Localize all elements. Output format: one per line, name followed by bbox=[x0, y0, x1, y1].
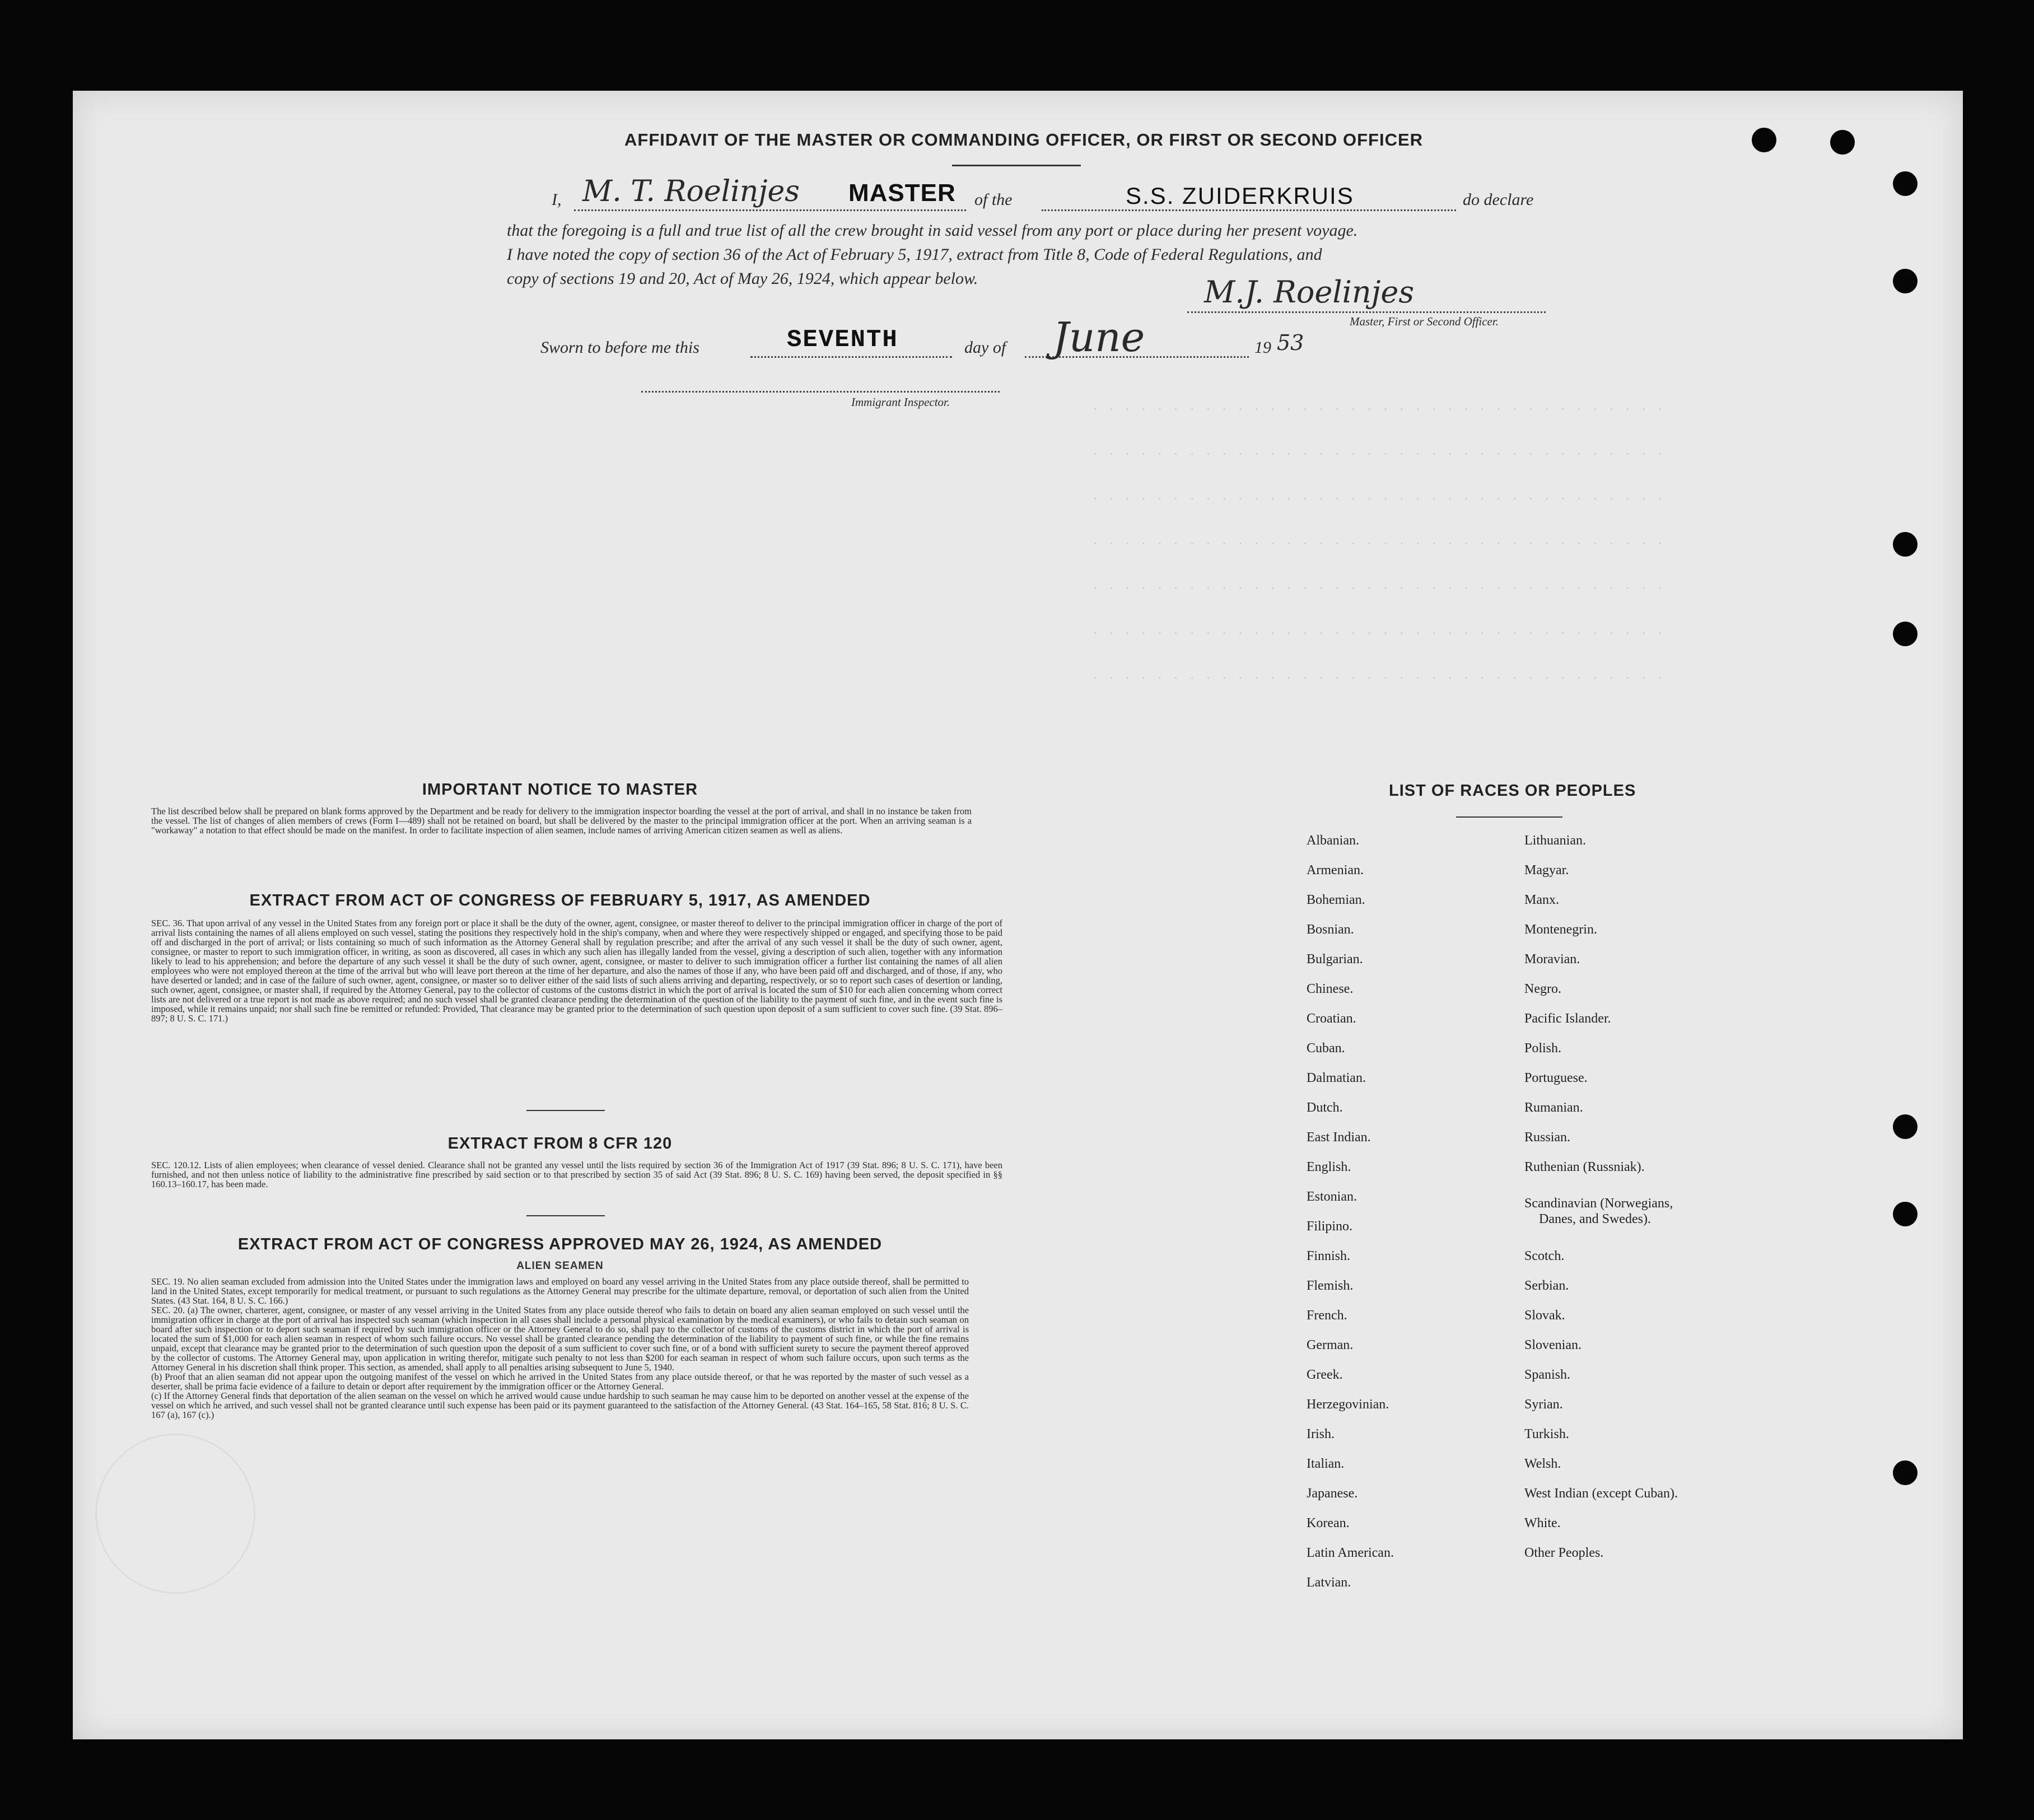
sec20a-text: SEC. 20. (a) The owner, charterer, agent, consignee, or master of any vessel arriving in the United States from any place outside thereof who fails to detain on board any alien seaman employed on such vessel until the immigration officer in charge at the port of arrival has inspected such seaman (which inspection in all cases shall include a personal physical examination by the medical examiners), or who fails to detain such seaman on board after such inspection or to deport such seaman if required by such immigration officer or the Attorney General to do so, shall pay to the collector of customs of the customs district in which the port of arrival is located the sum of $1,000 for each alien seaman in respect of whom such failure occurs. No vessel shall be granted clearance pending the determination of the liability to payment of such fine, or while the fine remains unpaid, except that clearance may be granted prior to the determination of such question upon the deposit of a sum sufficient to cover such fine, or of a bond with sufficient surety to secure the payment thereof approved by the collector of customs. The Attorney General may, upon application in writing therefor, mitigate such penalty to not less than $200 for each seaman in respect of whom such failure occurs, upon such terms as the Attorney General in his discretion shall think proper. This section, as amended, shall apply to all penalties arising subsequent to June 5, 1940. bbox=[151, 1305, 969, 1373]
master-typed: MASTER bbox=[848, 179, 956, 207]
race-item: Latvian. bbox=[1307, 1575, 1351, 1590]
punch-hole bbox=[1830, 130, 1855, 155]
master-name-line bbox=[574, 209, 966, 211]
extract-cfr-body: SEC. 120.12. Lists of alien employees; when clearance of vessel denied. Clearance shall not be granted any vessel until the lists required by section 36 of the Immigration Act of 1917 (39 Stat. 896; 8 U. S. C. 171), have been furnished, and not then unless notice of liability to the administrative fine prescribed by said section or to that prescribed by section 35 of said Act (39 Stat. 896; 8 U. S. C. 169) having been served, the deposit specified in §§ 160.13–160.17, has been made. bbox=[151, 1160, 1002, 1189]
declaration-line-3: copy of sections 19 and 20, Act of May 26, 1924, which appear below. bbox=[507, 269, 978, 288]
sworn-day: SEVENTH bbox=[787, 326, 898, 354]
race-item: Negro. bbox=[1524, 982, 1561, 996]
sec20b-text: (b) Proof that an alien seaman did not appear upon the outgoing manifest of the vessel on which he arrived in the United States from any place outside thereof, or that he was reported by the master of such vessel as a deserter, shall be prima facie evidence of a failure to detain or deport after requirement by the immigration officer or the Attorney General. bbox=[151, 1371, 969, 1392]
vessel-line bbox=[1042, 209, 1456, 211]
bleed-through-text: · · · · · · · · · · · · · · · · · · · · · · · · · · · · · · · · · · · · bbox=[1092, 538, 1665, 550]
bleed-through-text: · · · · · · · · · · · · · · · · · · · · · · · · · · · · · · · · · · · · bbox=[1092, 672, 1665, 684]
race-item: Ruthenian (Russniak). bbox=[1524, 1160, 1645, 1174]
race-item: Danes, and Swedes). bbox=[1539, 1212, 1651, 1226]
race-item: Flemish. bbox=[1307, 1278, 1354, 1293]
race-item: Turkish. bbox=[1524, 1427, 1569, 1441]
race-item: Slovak. bbox=[1524, 1308, 1565, 1323]
race-item: Montenegrin. bbox=[1524, 922, 1597, 937]
officer-caption: Master, First or Second Officer. bbox=[1350, 315, 1499, 328]
of-the-label: of the bbox=[974, 190, 1013, 209]
race-item: Bohemian. bbox=[1307, 893, 1365, 907]
race-item: Bosnian. bbox=[1307, 922, 1354, 937]
race-item: Latin American. bbox=[1307, 1546, 1394, 1560]
race-item: Dutch. bbox=[1307, 1100, 1343, 1115]
race-item: German. bbox=[1307, 1338, 1354, 1352]
notice-title: IMPORTANT NOTICE TO MASTER bbox=[422, 781, 698, 799]
race-item: Cuban. bbox=[1307, 1041, 1345, 1056]
race-item: Scandinavian (Norwegians, bbox=[1524, 1196, 1673, 1211]
officer-signature-line bbox=[1187, 311, 1546, 313]
notice-body: The list described below shall be prepared on blank forms approved by the Department and be ready for delivery to the immigration inspector boarding the vessel at the port of arrival, and shall in no instance be taken from the vessel. The list of changes of alien members of crews (Form I—489) shall not be retained on board, but shall be delivered by the master to the principal immigration officer at the port. When an arriving seaman is a "workaway" a notation to that effect should be made on the manifest. In order to facilitate inspection of alien seamen, include names of arriving American citizen seamen as well as aliens. bbox=[151, 806, 972, 836]
do-declare-label: do declare bbox=[1463, 190, 1534, 209]
race-item: Slovenian. bbox=[1524, 1338, 1582, 1352]
race-item: Welsh. bbox=[1524, 1457, 1561, 1471]
sworn-label: Sworn to before me this bbox=[540, 338, 699, 357]
race-item: Croatian. bbox=[1307, 1011, 1356, 1026]
inspector-signature-line bbox=[641, 391, 1000, 393]
races-title-rule bbox=[1456, 816, 1562, 818]
race-item: Chinese. bbox=[1307, 982, 1354, 996]
race-item: Italian. bbox=[1307, 1457, 1345, 1471]
race-item: French. bbox=[1307, 1308, 1347, 1323]
race-item: White. bbox=[1524, 1516, 1561, 1530]
race-item: Greek. bbox=[1307, 1368, 1343, 1382]
document-page bbox=[73, 91, 1963, 1739]
race-item: Magyar. bbox=[1524, 863, 1569, 878]
race-item: Albanian. bbox=[1307, 833, 1359, 848]
race-item: Moravian. bbox=[1524, 952, 1580, 967]
officer-signature: M.J. Roelinjes bbox=[1204, 274, 1415, 310]
i-label: I, bbox=[552, 190, 562, 209]
race-item: Japanese. bbox=[1307, 1486, 1358, 1501]
bleed-through-text: · · · · · · · · · · · · · · · · · · · · · · · · · · · · · · · · · · · · bbox=[1092, 403, 1665, 416]
extract-cfr-title: EXTRACT FROM 8 CFR 120 bbox=[447, 1135, 673, 1152]
race-item: Filipino. bbox=[1307, 1219, 1353, 1234]
extract-1917-body: SEC. 36. That upon arrival of any vessel in the United States from any foreign port or place it shall be the duty of the owner, agent, consignee, or master thereof to deliver to the principal immigration officer in charge of the port of arrival lists containing the names of all aliens employed on such vessel, stating the positions they respectively hold in the ship's company, when and where they were respectively shipped or engaged, and specifying those to be paid off and discharged in the port of arrival; or lists containing so much of such information as the Attorney General shall by regulation prescribe; and after the arrival of any such vessel it shall be the duty of such owner, agent, consignee, or master to report to such immigration officer, in writing, as soon as discovered, all cases in which any such alien has illegally landed from the vessel, giving a description of such alien, together with any information likely to lead to his apprehension; and before the departure of any such vessel it shall be the duty of such owner, agent, consignee, or master to deliver to such immigration officer a further list containing the names of all alien employees who were not employed thereon at the time of the arrival but who will leave port thereon at the time of her departure, and also the names of those if any, who have been paid off and discharged, and of those, if any, who have deserted or landed; and in case of the failure of such owner, agent, consignee, or master so to deliver either of the said lists of such aliens arriving and departing, respectively, or so to report such cases of desertion or landing, such owner, agent, consignee, or master shall, if required by the Attorney General, pay to the collector of customs of the customs district in which the port of arrival is located the sum of $10 for each alien concerning whom correct lists are not delivered or a true report is not made as above required; and no such vessel shall be granted clearance pending the determination of the question of the liability to the payment of such fine, and in the event such fine is imposed, while it remains unpaid; nor shall such fine be remitted or refunded: Provided, That clearance may be granted prior to the determination of such question upon deposit of a sum sufficient to cover such fine. (39 Stat. 896–897; 8 U. S. C. 171.) bbox=[151, 918, 1002, 1024]
race-item: Manx. bbox=[1524, 893, 1559, 907]
extract-1917-title: EXTRACT FROM ACT OF CONGRESS OF FEBRUARY 5, 1917, AS AMENDED bbox=[249, 892, 871, 909]
race-item: Portuguese. bbox=[1524, 1071, 1588, 1085]
race-item: Irish. bbox=[1307, 1427, 1335, 1441]
extract-1924-subtitle: ALIEN SEAMEN bbox=[516, 1260, 604, 1272]
race-item: West Indian (except Cuban). bbox=[1524, 1486, 1678, 1501]
bleed-through-text: · · · · · · · · · · · · · · · · · · · · · · · · · · · · · · · · · · · · bbox=[1092, 627, 1665, 640]
race-item: Other Peoples. bbox=[1524, 1546, 1604, 1560]
race-item: Russian. bbox=[1524, 1130, 1571, 1145]
master-signature: M. T. Roelinjes bbox=[582, 175, 800, 208]
race-item: Korean. bbox=[1307, 1516, 1350, 1530]
race-item: East Indian. bbox=[1307, 1130, 1371, 1145]
punch-hole bbox=[1893, 269, 1918, 293]
embossed-seal bbox=[95, 1434, 255, 1594]
bleed-through-text: · · · · · · · · · · · · · · · · · · · · · · · · · · · · · · · · · · · · bbox=[1092, 582, 1665, 595]
punch-hole bbox=[1893, 171, 1918, 196]
punch-hole bbox=[1893, 532, 1918, 557]
race-item: Armenian. bbox=[1307, 863, 1364, 878]
race-item: Pacific Islander. bbox=[1524, 1011, 1611, 1026]
punch-hole bbox=[1893, 1114, 1918, 1139]
punch-hole bbox=[1752, 128, 1776, 152]
year-prefix: 19 bbox=[1254, 338, 1271, 357]
sworn-day-line bbox=[750, 356, 952, 358]
year-suffix: 53 bbox=[1277, 330, 1304, 355]
declaration-line-1: that the foregoing is a full and true list of all the crew brought in said vessel from any port or place during her present voyage. bbox=[507, 221, 1358, 240]
race-item: Bulgarian. bbox=[1307, 952, 1363, 967]
race-item: Finnish. bbox=[1307, 1249, 1351, 1263]
extract-1924-body bbox=[151, 1277, 969, 1420]
declaration-line-2: I have noted the copy of section 36 of the Act of February 5, 1917, extract from Title 8, Code of Federal Regulations, and bbox=[507, 245, 1322, 264]
race-item: Polish. bbox=[1524, 1041, 1562, 1056]
sec20c-text: (c) If the Attorney General finds that deportation of the alien seaman on the vessel on which he arrived would cause undue hardship to such seaman he may cause him to be deported on another vessel at the expense of the vessel on which he arrived, and such vessel shall not be granted clearance until such expense has been paid or its payment guaranteed to the satisfaction of the Attorney General. (43 Stat. 164–165, 58 Stat. 816; 8 U. S. C. 167 (a), 167 (c).) bbox=[151, 1390, 969, 1420]
bleed-through-text: · · · · · · · · · · · · · · · · · · · · · · · · · · · · · · · · · · · · bbox=[1092, 493, 1665, 505]
race-item: Serbian. bbox=[1524, 1278, 1569, 1293]
race-item: Rumanian. bbox=[1524, 1100, 1583, 1115]
race-item: Scotch. bbox=[1524, 1249, 1565, 1263]
heading-rule bbox=[952, 165, 1081, 166]
races-title: LIST OF RACES OR PEOPLES bbox=[1389, 782, 1636, 800]
vessel-name: S.S. ZUIDERKRUIS bbox=[1126, 183, 1354, 209]
section-rule bbox=[526, 1110, 605, 1111]
punch-hole bbox=[1893, 1202, 1918, 1226]
section-rule bbox=[526, 1215, 605, 1216]
punch-hole bbox=[1893, 622, 1918, 646]
inspector-caption: Immigrant Inspector. bbox=[851, 395, 950, 409]
race-item: Herzegovinian. bbox=[1307, 1397, 1389, 1412]
extract-1924-title: EXTRACT FROM ACT OF CONGRESS APPROVED MAY 26, 1924, AS AMENDED bbox=[237, 1235, 883, 1253]
race-item: Lithuanian. bbox=[1524, 833, 1586, 848]
bleed-through-text: · · · · · · · · · · · · · · · · · · · · · · · · · · · · · · · · · · · · bbox=[1092, 448, 1665, 460]
race-item: Spanish. bbox=[1524, 1368, 1571, 1382]
race-item: Syrian. bbox=[1524, 1397, 1563, 1412]
sec19-text: SEC. 19. No alien seaman excluded from admission into the United States under the immigration laws and employed on board any vessel arriving in the United States from any place outside thereof, shall be permitted to land in the United States, except temporarily for medical treatment, or pursuant to such regulations as the Attorney General may prescribe for the ultimate departure, removal, or deportation of such alien from the United States. (43 Stat. 164, 8 U. S. C. 166.) bbox=[151, 1276, 969, 1306]
race-item: English. bbox=[1307, 1160, 1351, 1174]
day-of-label: day of bbox=[964, 338, 1006, 357]
race-item: Estonian. bbox=[1307, 1189, 1357, 1204]
punch-hole bbox=[1893, 1460, 1918, 1485]
month-handwritten: June bbox=[1053, 314, 1145, 361]
race-item: Dalmatian. bbox=[1307, 1071, 1366, 1085]
affidavit-heading: AFFIDAVIT OF THE MASTER OR COMMANDING OFFICER, OR FIRST OR SECOND OFFICER bbox=[624, 130, 1424, 150]
